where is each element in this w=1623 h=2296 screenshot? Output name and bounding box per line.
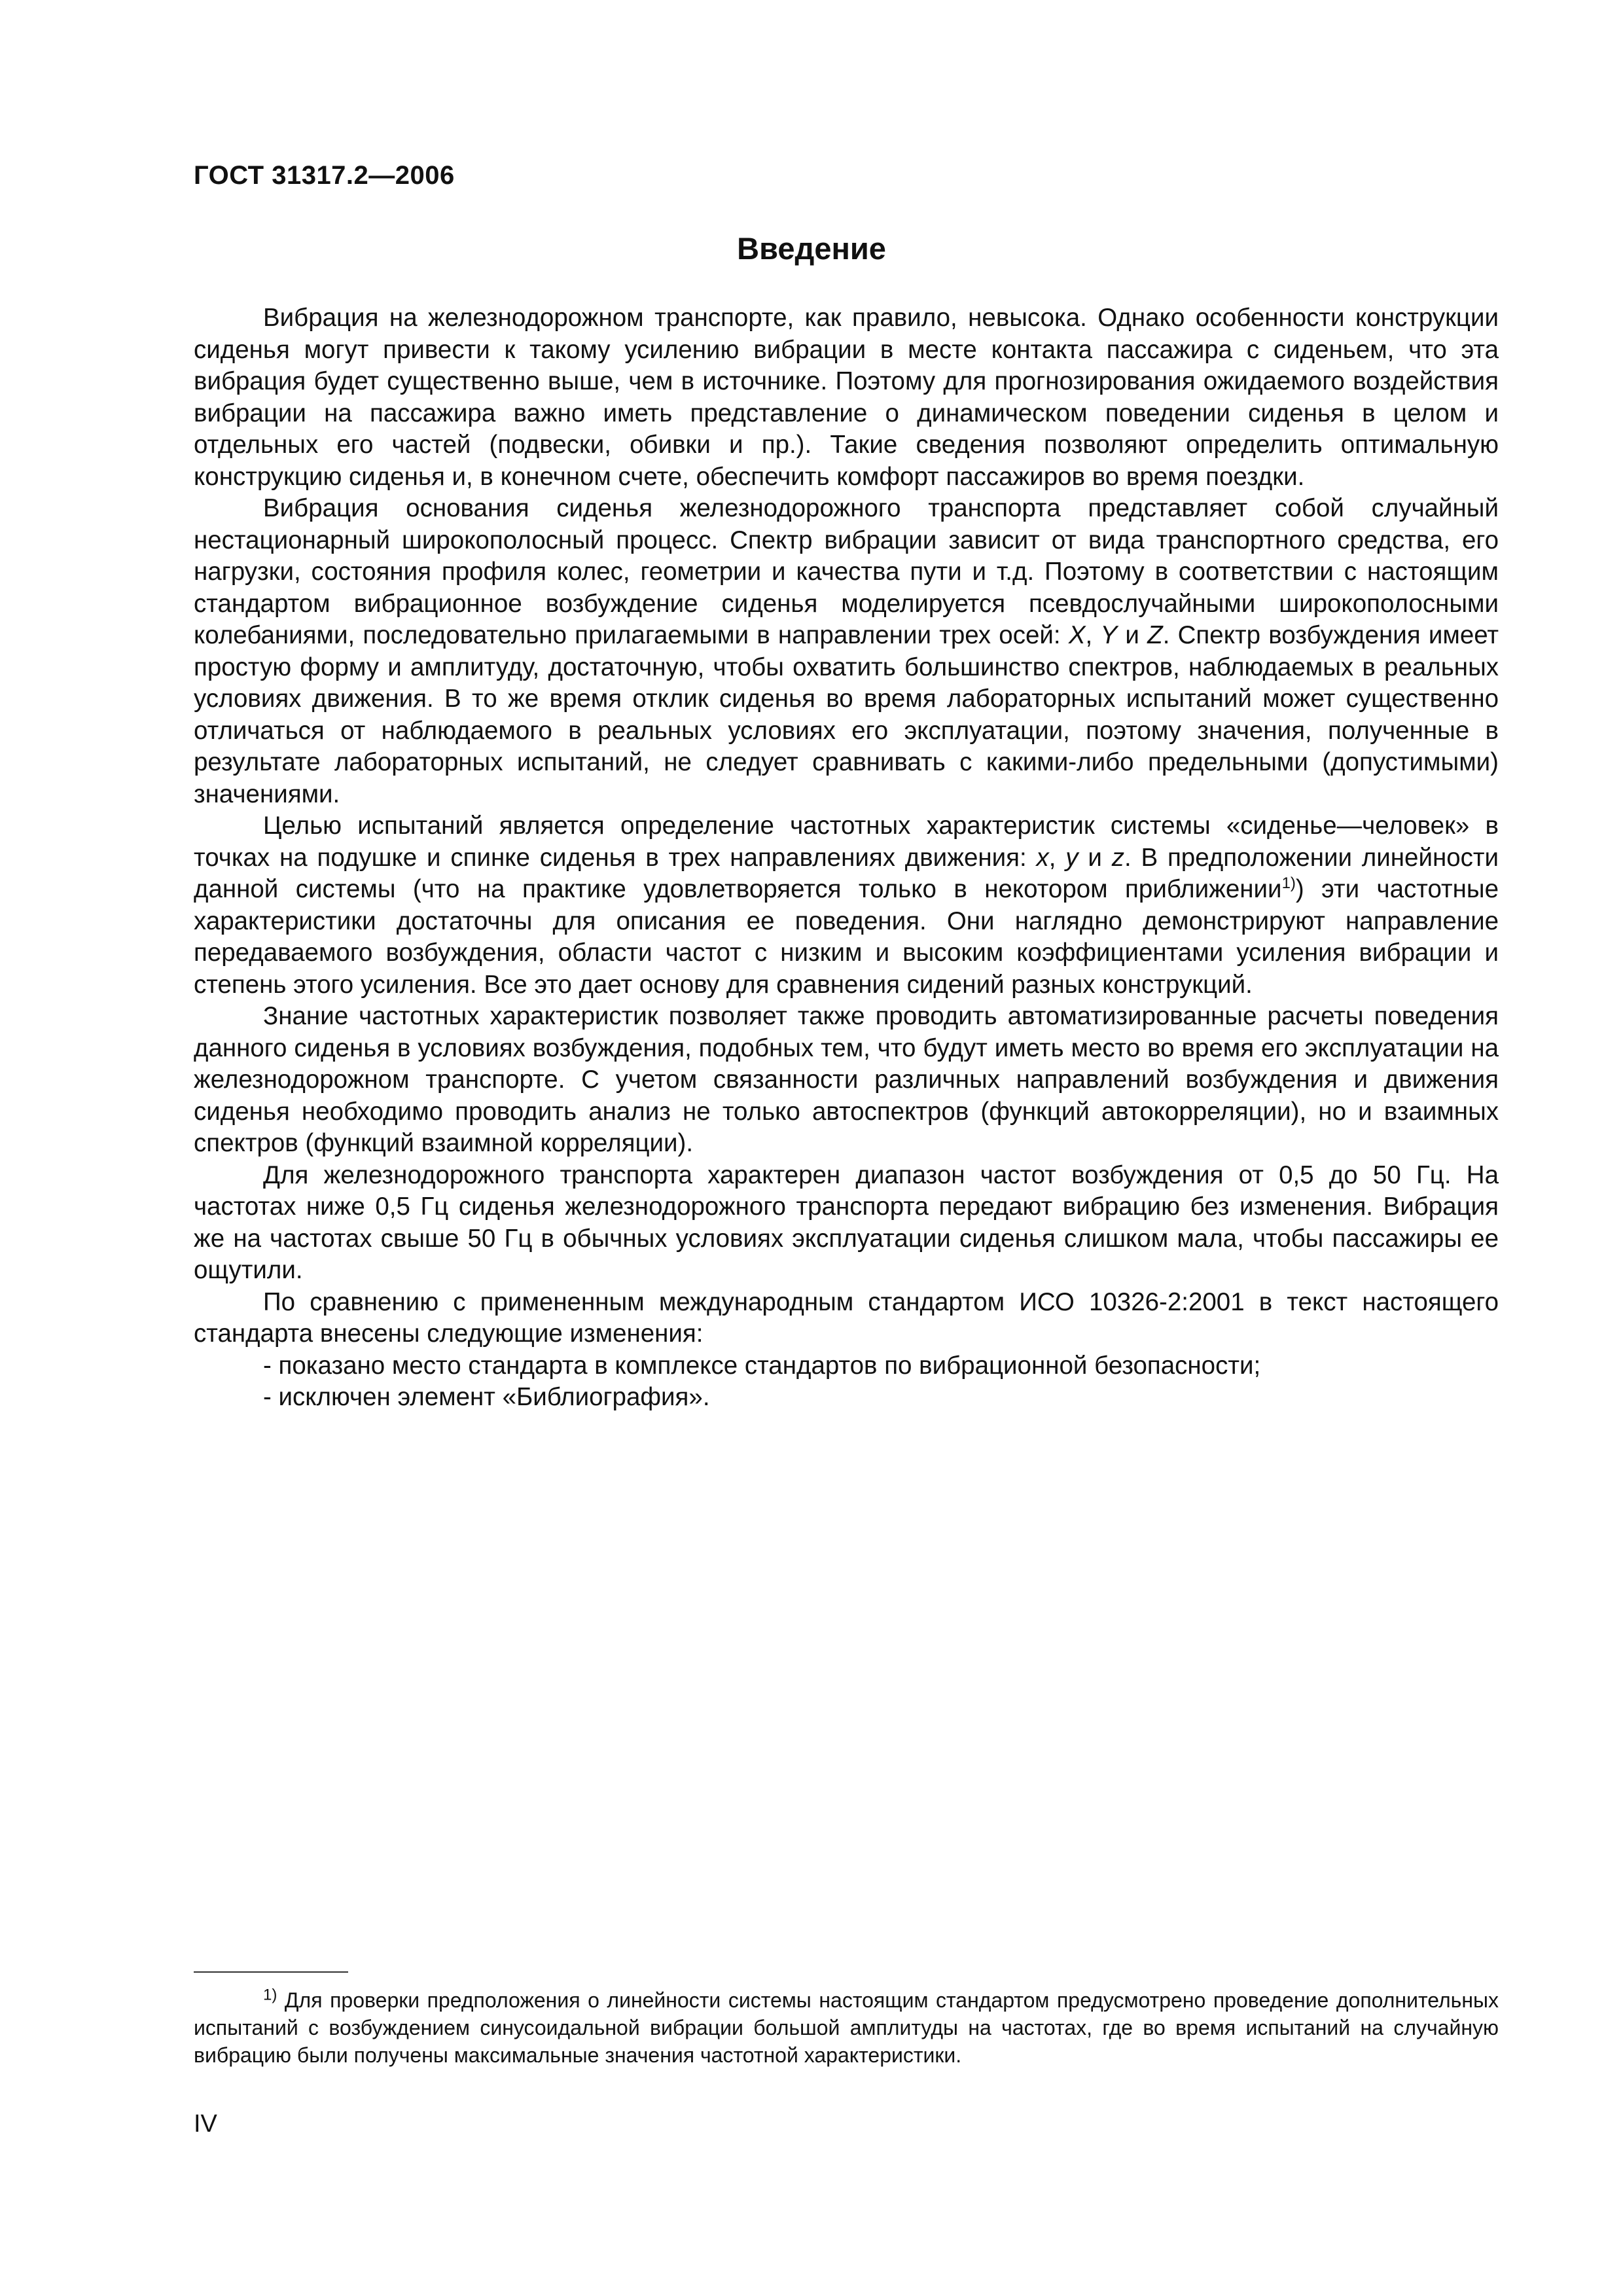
- separator: ,: [1085, 621, 1101, 649]
- paragraph-3: [194, 810, 1499, 1001]
- direction-y-label: y: [1065, 843, 1079, 872]
- paragraph-2-text-a: Вибрация основания сиденья железнодорожного транспорта представляет собой случайный нестационарный широкополосный процесс. Спектр вибрации зависит от вида транспортного средства, его нагрузки, состояния профиля колес, геометрии и качества пути и т.д. Поэтому в соответствии с настоящим стандартом вибрационное возбуждение сиденья моделируется псевдослучайными широкополосными колебаниями, последовательно прилагаемыми в направлении трех осей:: [194, 494, 1499, 649]
- footnote-paragraph: [194, 1986, 1499, 2069]
- footnote-reference[interactable]: 1): [1281, 874, 1296, 893]
- section-title: Введение: [737, 231, 886, 266]
- footnote: [194, 1986, 1499, 2069]
- axis-y-label: Y: [1100, 621, 1118, 649]
- introduction-body: [194, 302, 1499, 1414]
- footnote-text: Для проверки предположения о линейности системы настоящим стандартом предусмотрено проведение дополнительных испытаний с возбуждением синусоидальной вибрации большой амплитуды на частотах, где во время испытаний на случайную вибрацию были получены максимальные значения частотной характеристики.: [194, 1988, 1499, 2067]
- separator: и: [1117, 621, 1148, 649]
- paragraph-3-text-a: Целью испытаний является определение частотных характеристик системы «сиденье—человек» в точках на подушке и спинке сиденья в трех направлениях движения:: [194, 812, 1499, 872]
- paragraph-3-text-c: ) эти частотные характеристики достаточны для описания ее поведения. Они наглядно демонстрируют направление передаваемого возбуждения, области частот с низким и высоким коэффициентами усиления вибрации и степень этого усиления. Все это дает основу для сравнения сидений разных конструкций.: [194, 875, 1499, 999]
- paragraph-2-text-b: . Спектр возбуждения имеет простую форму и амплитуду, достаточную, чтобы охватить большинство спектров, наблюдаемых в реальных условиях движения. В то же время отклик сиденья во время лабораторных испытаний может существенно отличаться от наблюдаемого в реальных условиях его эксплуатации, поэтому значения, полученные в результате лабораторных испытаний, не следует сравнивать с какими-либо предельными (допустимыми) значениями.: [194, 621, 1499, 808]
- axis-x-label: X: [1068, 621, 1086, 649]
- paragraph-5: Для железнодорожного транспорта характерен диапазон частот возбуждения от 0,5 до 50 Гц. На частотах ниже 0,5 Гц сиденья железнодорожного транспорта передают вибрацию без изменения. Вибрация же на частотах свыше 50 Гц в обычных условиях эксплуатации сиденья слишком мала, чтобы пассажиры ее ощутили.: [194, 1160, 1499, 1284]
- direction-x-label: x: [1036, 843, 1049, 872]
- separator: ,: [1048, 843, 1066, 872]
- page-number: IV: [194, 2110, 217, 2138]
- footnote-divider: [194, 1971, 348, 1973]
- direction-z-label: z: [1111, 843, 1124, 872]
- paragraph-3-text-b: . В предположении линейности данной системы (что на практике удовлетворяется только в некотором приближении: [194, 843, 1499, 903]
- paragraph-1: Вибрация на железнодорожном транспорте, как правило, невысока. Однако особенности конструкции сиденья могут привести к такому усилению вибрации в месте контакта пассажира с сиденьем, что эта вибрация будет существенно выше, чем в источнике. Поэтому для прогнозирования ожидаемого воздействия вибрации на пассажира важно иметь представление о динамическом поведении сиденья в целом и отдельных его частей (подвески, обивки и пр.). Такие сведения позволяют определить оптимальную конструкцию сиденья и, в конечном счете, обеспечить комфорт пассажиров во время поездки.: [194, 304, 1499, 491]
- page-header-standard-code: ГОСТ 31317.2—2006: [194, 161, 455, 190]
- axis-z-label: Z: [1147, 621, 1163, 649]
- paragraph-4: Знание частотных характеристик позволяет также проводить автоматизированные расчеты поведения данного сиденья в условиях возбуждения, подобных тем, что будут иметь место во время его эксплуатации на железнодорожном транспорте. С учетом связанности различных направлений возбуждения и движения сиденья необходимо проводить анализ не только автоспектров (функций автокорреляции), но и взаимных спектров (функций взаимной корреляции).: [194, 1002, 1499, 1157]
- footnote-marker: 1): [263, 1986, 277, 2004]
- paragraph-2: [194, 493, 1499, 810]
- list-item: - показано место стандарта в комплексе стандартов по вибрационной безопасности;: [263, 1351, 1261, 1380]
- paragraph-6: По сравнению с примененным международным стандартом ИСО 10326-2:2001 в текст настоящего стандарта внесены следующие изменения:: [194, 1287, 1499, 1348]
- separator: и: [1078, 843, 1112, 872]
- list-item: - исключен элемент «Библиография».: [263, 1383, 710, 1411]
